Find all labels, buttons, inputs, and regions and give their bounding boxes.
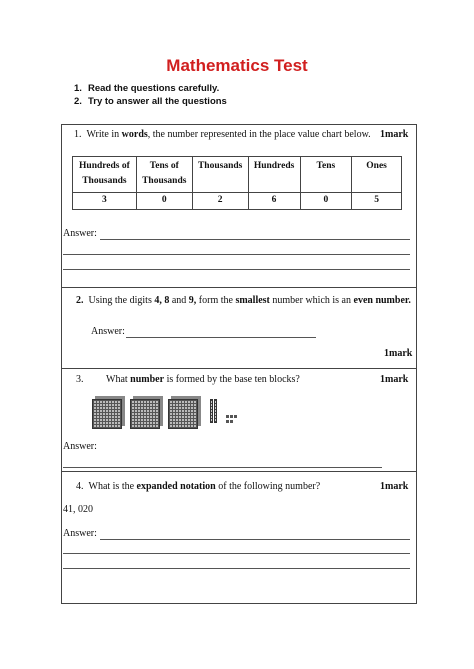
table-header: Ones (352, 157, 402, 193)
question-emphasis: 4, 8 (154, 295, 170, 306)
question-emphasis: number (130, 374, 165, 385)
answer-line[interactable] (63, 269, 410, 270)
question-text: of the following number? (215, 481, 321, 492)
instruction-text: Read the questions carefully. (88, 83, 220, 94)
ten-rod (214, 399, 217, 423)
instructions-list (74, 83, 227, 108)
answer-line[interactable] (63, 467, 382, 468)
answer-line[interactable] (63, 254, 410, 255)
thousand-cube (168, 399, 198, 429)
table-header-row (73, 157, 402, 193)
answer-label: Answer: (63, 441, 97, 452)
question-text: What is the (88, 481, 137, 492)
question-number: 1. (74, 129, 82, 140)
instruction-item (74, 96, 227, 109)
question-number: 4. (76, 481, 84, 492)
question-4-text (76, 481, 320, 492)
question-text: form the (196, 295, 236, 306)
answer-line[interactable] (100, 239, 410, 240)
table-cell: 6 (248, 193, 300, 210)
answer-label: Answer: (91, 326, 125, 337)
question-text: number which is an (269, 295, 354, 306)
question-text: Write in (86, 129, 122, 140)
table-header: Hundreds of Thousands (73, 157, 137, 193)
table-header: Thousands (192, 157, 248, 193)
unit-cube (226, 415, 229, 418)
question-text: What (106, 374, 131, 385)
question-number: 2. (76, 295, 84, 306)
question-emphasis: even number. (353, 295, 411, 306)
table-cell: 0 (300, 193, 352, 210)
question-2-box (61, 288, 417, 369)
answer-label: Answer: (63, 228, 97, 239)
question-emphasis: 9, (188, 295, 197, 306)
question-1-text (74, 129, 371, 140)
question-text: and (169, 295, 189, 306)
table-header: Tens (300, 157, 352, 193)
table-cell: 3 (73, 193, 137, 210)
answer-line[interactable] (126, 337, 316, 338)
place-value-table (72, 156, 402, 210)
question-emphasis: smallest (235, 295, 270, 306)
thousand-cube (92, 399, 122, 429)
table-header: Tens of Thousands (136, 157, 192, 193)
thousand-cube (130, 399, 160, 429)
unit-cube (226, 420, 229, 423)
question-2-text (76, 295, 411, 306)
mark-label: 1mark (380, 374, 409, 385)
table-header: Hundreds (248, 157, 300, 193)
answer-line[interactable] (63, 568, 410, 569)
mark-label: 1mark (380, 129, 409, 140)
unit-cube (230, 420, 233, 423)
question-number: 3. (76, 374, 84, 385)
table-cell: 0 (136, 193, 192, 210)
answer-line[interactable] (100, 539, 410, 540)
question-4-box (61, 472, 417, 604)
answer-line[interactable] (63, 553, 410, 554)
question-emphasis: expanded notation (136, 481, 216, 492)
unit-cube (230, 415, 233, 418)
question-3-text (76, 374, 300, 385)
mark-label: 1mark (380, 481, 409, 492)
instruction-item (74, 83, 227, 96)
table-cell: 2 (192, 193, 248, 210)
question-3-box (61, 369, 417, 472)
mark-label: 1mark (384, 348, 413, 359)
question-text: is formed by the base ten blocks? (164, 374, 300, 385)
table-cell: 5 (352, 193, 402, 210)
question-text: Using the digits (88, 295, 155, 306)
given-number: 41, 020 (63, 504, 93, 515)
question-1-box (61, 124, 417, 288)
ten-rod (210, 399, 213, 423)
base-ten-blocks (92, 397, 252, 433)
question-text: , the number represented in the place value chart below. (147, 129, 371, 140)
instruction-number: 2. (74, 95, 82, 107)
page-title: Mathematics Test (166, 56, 308, 75)
unit-cube (234, 415, 237, 418)
question-emphasis: words (121, 129, 148, 140)
instruction-text: Try to answer all the questions (88, 95, 227, 107)
instruction-number: 1. (74, 83, 82, 94)
table-row (73, 193, 402, 210)
answer-label: Answer: (63, 528, 97, 539)
